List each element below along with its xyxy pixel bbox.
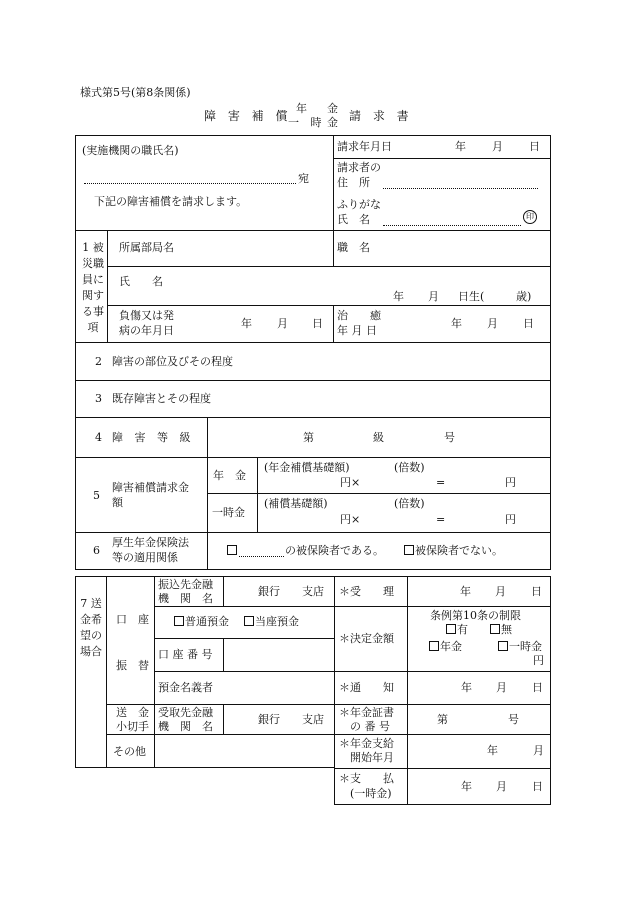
birth-day: 日生( [458,290,485,303]
title-kin-2: 金 [327,116,338,129]
cure-date-label-1: 治 癒 [337,309,381,322]
notice-label: ＊通 知 [339,681,394,694]
account-no-label: 口 座 番 号 [158,648,213,661]
lump-base-label: (補償基礎額) [264,497,328,510]
cure-day: 日 [523,317,534,330]
receipt-month: 月 [495,585,506,598]
sec6-label-2: 等の適用関係 [112,551,178,564]
savings-ordinary-option[interactable] [174,616,229,627]
payment-label-2: (一時金) [350,787,392,800]
notice-day: 日 [532,681,543,694]
restriction-yes-label: 有 [457,623,468,636]
claimant-name-field[interactable] [383,225,521,226]
sec6-label-1: 厚生年金保険法 [112,536,189,549]
decision-lump[interactable] [498,641,542,652]
addressee-suffix: 宛 [298,172,309,185]
bank-label-2: 機 関 名 [158,592,213,605]
request-statement: 下記の障害補償を請求します。 [94,195,248,208]
decision-lump-label: 一時金 [509,640,542,653]
request-year: 年 [455,140,466,153]
sec5-label-1: 障害補償請求金 [112,481,189,494]
receipt-label: ＊受 理 [339,585,394,598]
grade-kyu: 級 [373,431,384,444]
victim-name-label: 氏 名 [119,275,163,288]
injury-month: 月 [277,317,288,330]
other-label: その他 [113,745,146,758]
savings-ordinary-label: 普通預金 [185,615,229,628]
decision-pension-label: 年金 [440,640,462,653]
title-right: 請 求 書 [349,109,413,123]
position-label: 職 名 [337,241,370,254]
sec1-side-label: 1 被災職員に関する事項 [82,241,104,334]
request-day: 日 [529,140,540,153]
department-label: 所属部局名 [119,241,174,254]
restriction-no[interactable] [490,624,512,635]
cert-label-1: ＊年金証書 [339,706,394,719]
payment-day: 日 [532,780,543,793]
address-field[interactable] [383,188,538,189]
cure-date-label-2: 年 月 日 [337,324,377,337]
branch-suffix: 支店 [302,585,324,598]
request-month: 月 [492,140,503,153]
lump-equals: = [436,513,446,526]
sec3-label: 既存障害とその程度 [112,392,211,405]
recv-bank-label-1: 受取先金融 [158,706,213,719]
lump-yen: 円 [505,513,516,526]
form-number: 様式第5号(第8条関係) [80,86,191,99]
injury-date-label-1: 負傷又は発 [119,309,174,322]
remit-label-1: 送 金 [116,706,149,719]
pension-yen: 円 [505,476,516,489]
start-month: 月 [533,744,544,757]
pension-equals: = [436,476,446,489]
name-label: 氏 名 [337,213,370,226]
payment-year: 年 [461,780,472,793]
not-insured-text: 被保険者でない。 [415,544,503,557]
decision-pension[interactable] [429,641,462,652]
sec6-no: 6 [93,544,100,557]
title-kin-1: 金 [327,102,338,115]
sec4-label: 障 害 等 級 [112,431,195,444]
cure-year: 年 [451,317,462,330]
bank-label-1: 振込先金融 [158,578,213,591]
pension-yen-times: 円× [340,476,361,489]
claimant-label: 請求者の [337,161,381,174]
request-date-label: 請求年月日 [337,140,392,153]
payment-month: 月 [496,780,507,793]
holder-label: 預金名義者 [158,681,213,694]
age: 歳) [516,290,532,303]
insured-text: の被保険者である。 [285,544,384,557]
start-label-2: 開始年月 [350,751,394,764]
pension-label: 年 金 [213,469,246,482]
notice-year: 年 [461,681,472,694]
receipt-day: 日 [531,585,542,598]
cert-label-2: の 番 号 [350,720,390,733]
account-transfer-label-2: 振 替 [116,659,149,672]
addressee-line[interactable] [84,183,296,184]
birth-year: 年 [393,290,404,303]
recv-branch-suffix: 支店 [302,713,324,726]
title-ichiji: 一 時 [288,116,326,129]
bank-suffix: 銀行 [258,585,280,598]
restriction-label: 条例第10条の制限 [430,609,521,622]
address-label: 住 所 [337,176,370,189]
lump-yen-times: 円× [340,513,361,526]
notice-month: 月 [496,681,507,694]
sec4-no: 4 [95,431,102,444]
sec2-label: 障害の部位及びその程度 [112,355,233,368]
savings-current-option[interactable] [244,616,299,627]
recv-bank-label-2: 機 関 名 [158,720,213,733]
restriction-yes[interactable] [446,624,468,635]
not-insured-option[interactable] [404,545,503,556]
restriction-no-label: 無 [501,623,512,636]
remit-label-2: 小切手 [116,720,149,733]
official-title-label: (実施機関の職氏名) [82,144,179,157]
insured-checkbox[interactable] [227,545,238,556]
title-nen: 年 [296,102,307,115]
sec3-no: 3 [95,392,102,405]
cert-dai: 第 [437,713,448,726]
cert-go: 号 [508,713,519,726]
insurance-type-field[interactable] [239,556,284,557]
grade-dai: 第 [303,431,314,444]
payment-label-1: ＊支 払 [339,772,394,785]
pension-base-label: (年金補償基礎額) [264,461,350,474]
savings-current-label: 当座預金 [255,615,299,628]
start-year: 年 [487,744,498,757]
recv-bank-suffix: 銀行 [258,713,280,726]
grade-go: 号 [444,431,455,444]
seal-mark: 印 [523,210,537,224]
receipt-year: 年 [460,585,471,598]
title-left: 障 害 補 償 [204,109,292,123]
account-transfer-label-1: 口 座 [116,613,149,626]
sec5-no: 5 [93,489,100,502]
injury-date-label-2: 病の年月日 [119,324,174,337]
lump-label: 一時金 [212,506,245,519]
cure-month: 月 [487,317,498,330]
sec5-label-2: 額 [112,496,123,509]
sec2-no: 2 [95,355,102,368]
furigana-label: ふりがな [337,198,381,211]
pension-multiplier-label: (倍数) [394,461,425,474]
decision-yen: 円 [533,654,544,667]
birth-month: 月 [428,290,439,303]
sec7-side-label: 7 送金希望の場合 [80,597,102,658]
injury-year: 年 [241,317,252,330]
decision-label: ＊決定金額 [339,632,394,645]
injury-day: 日 [312,317,323,330]
lump-multiplier-label: (倍数) [394,497,425,510]
start-label-1: ＊年金支給 [339,737,394,750]
